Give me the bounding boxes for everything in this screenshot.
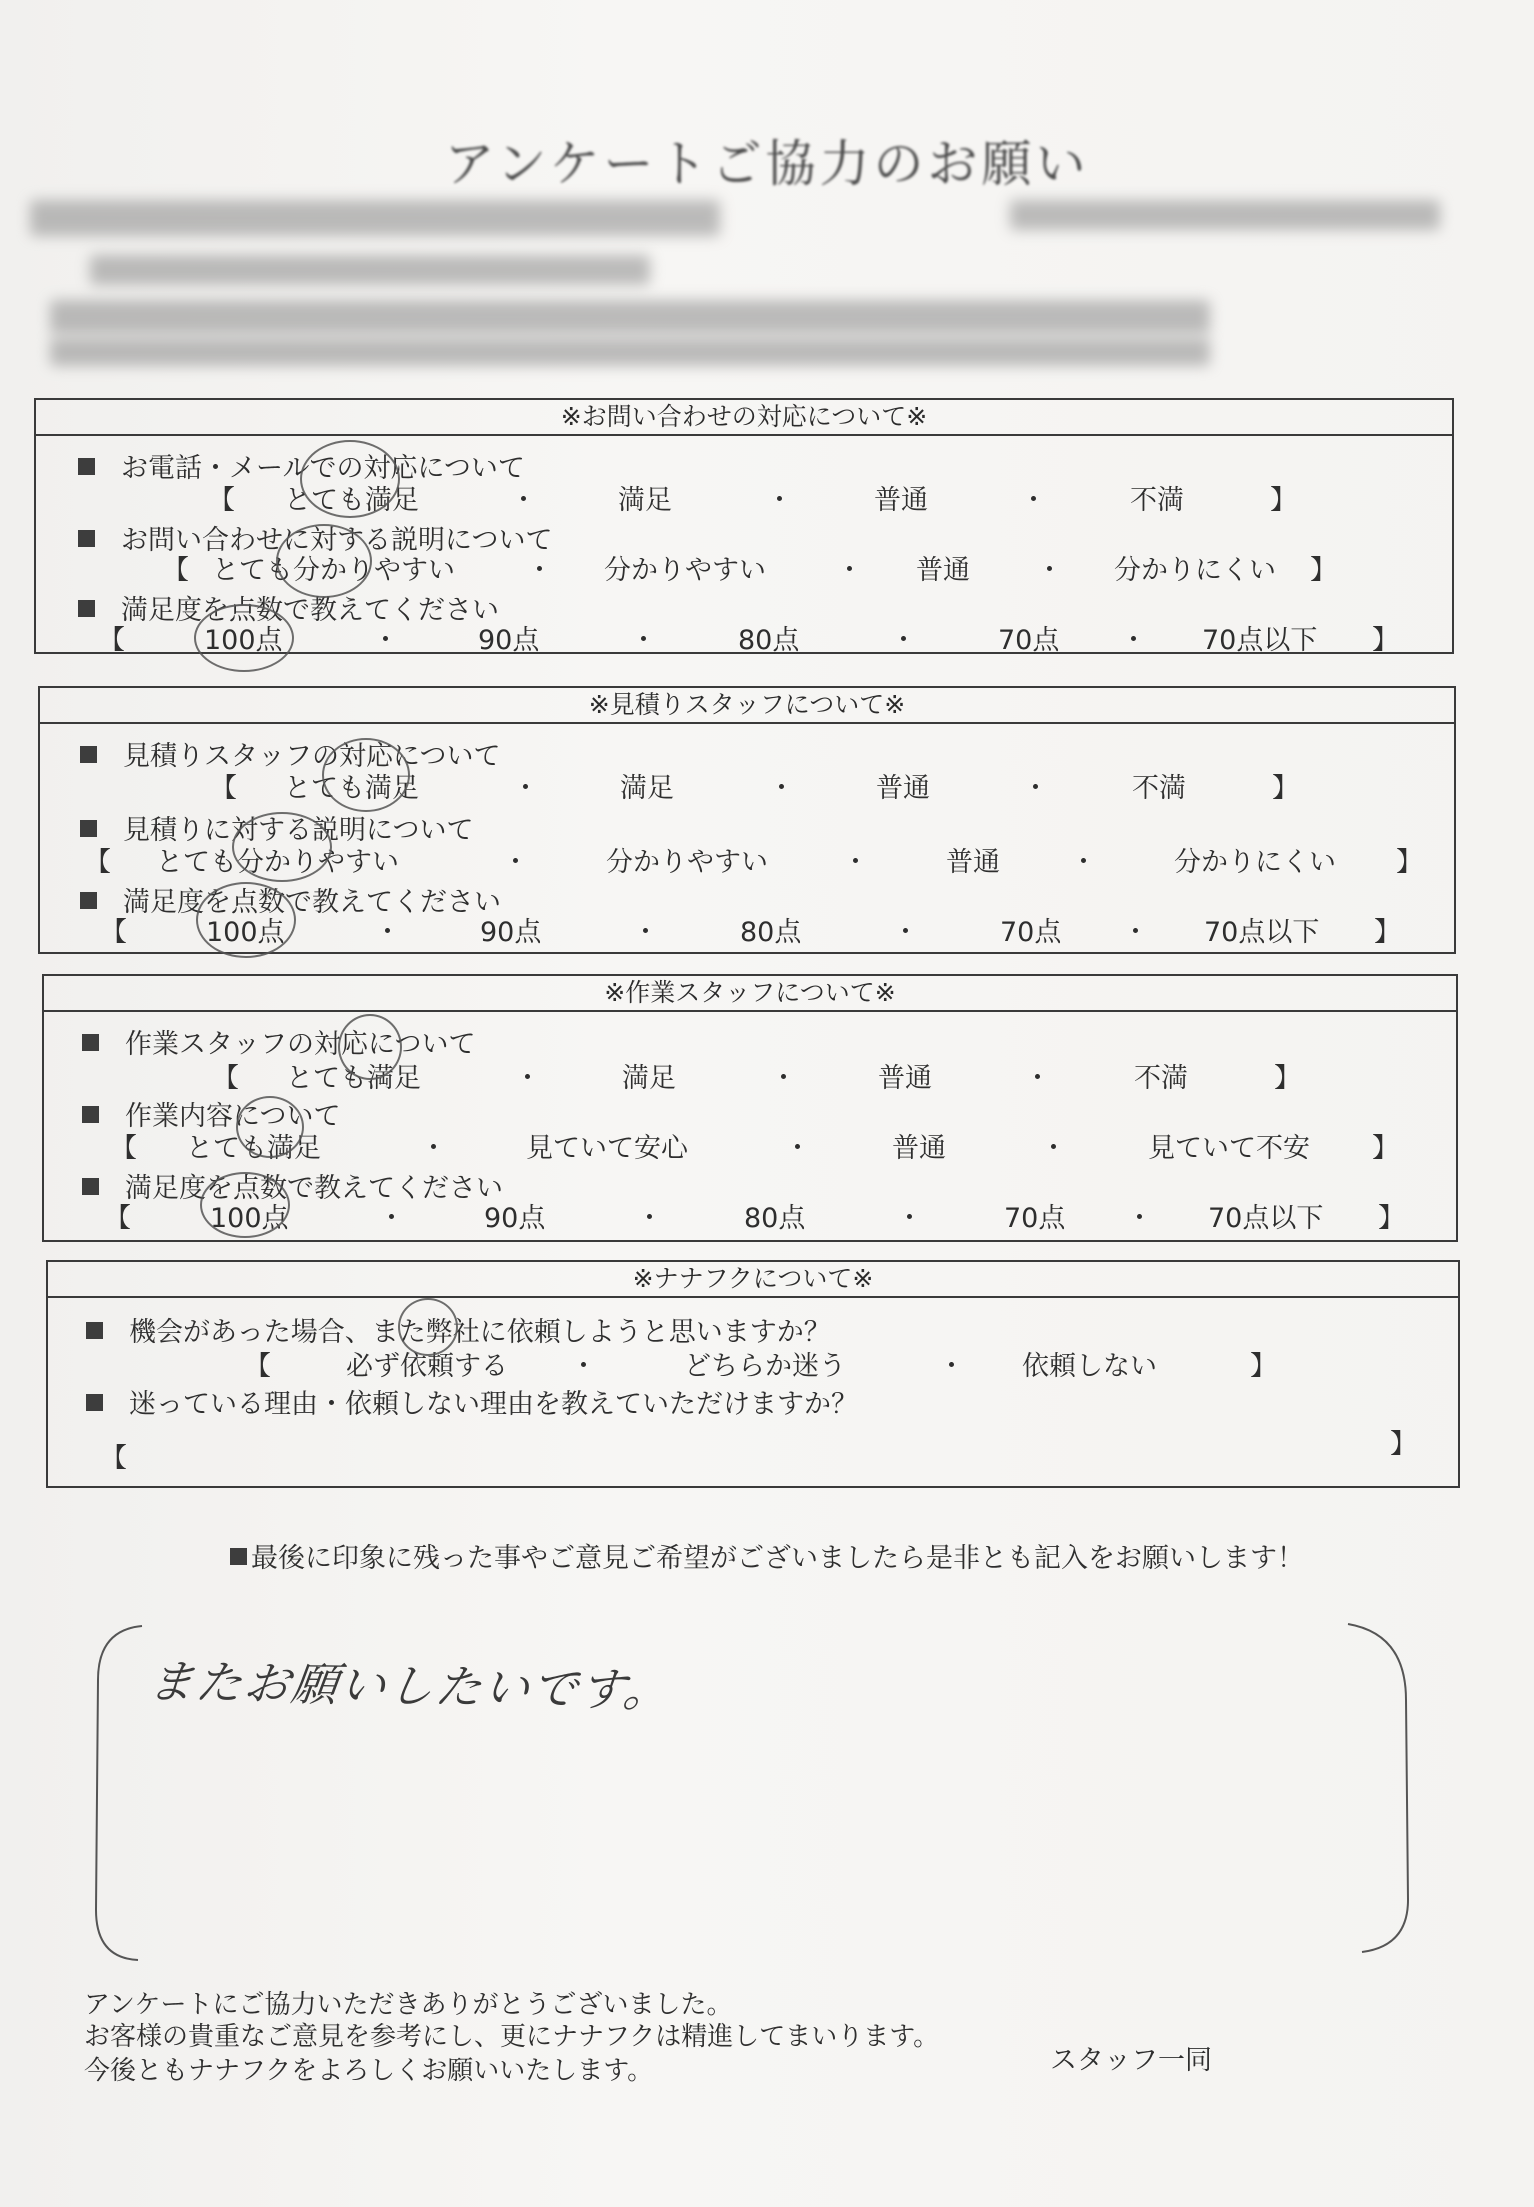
option-item[interactable]: 100点	[204, 625, 283, 656]
question-label: 作業スタッフの対応について	[82, 1022, 475, 1061]
option-row	[0, 478, 1534, 516]
selection-circle-mark	[322, 738, 410, 812]
option-separator: ・	[1120, 625, 1147, 656]
option-separator: ・	[766, 485, 793, 516]
bracket-open: 【	[104, 1203, 131, 1234]
option-separator: ・	[938, 1351, 965, 1382]
bullet-square-icon	[80, 746, 97, 763]
option-item[interactable]: 依頼しない	[1022, 1351, 1157, 1382]
option-separator: ・	[636, 1203, 663, 1234]
option-separator: ・	[1036, 555, 1063, 586]
selection-circle-mark	[200, 1172, 290, 1238]
bracket-close: 】	[1374, 917, 1401, 948]
option-item[interactable]: 不満	[1132, 773, 1186, 804]
question-label: お電話・メールでの対応について	[78, 446, 525, 485]
option-separator: ・	[632, 917, 659, 948]
option-item[interactable]: 普通	[946, 847, 1000, 878]
option-item[interactable]: 70点以下	[1204, 917, 1320, 948]
thanks-line: アンケートにご協力いただきありがとうございました。	[84, 1990, 733, 2020]
option-item[interactable]: 分かりやすい	[606, 847, 768, 878]
section-heading: ※ナナフクについて※	[46, 1260, 1460, 1298]
option-item[interactable]: 普通	[876, 773, 930, 804]
bracket-close: 】	[1310, 555, 1337, 586]
option-item[interactable]: 普通	[916, 555, 970, 586]
option-item[interactable]: 普通	[878, 1063, 932, 1094]
option-separator: ・	[1070, 847, 1097, 878]
option-item[interactable]: 80点	[738, 625, 800, 656]
reason-answer-field[interactable]	[0, 1422, 1534, 1474]
option-item[interactable]: 100点	[206, 917, 285, 948]
option-item[interactable]: 普通	[892, 1133, 946, 1164]
selection-circle-mark	[236, 1096, 304, 1158]
option-separator: ・	[768, 773, 795, 804]
option-item[interactable]: 70点以下	[1208, 1203, 1324, 1234]
bracket-open: 【	[212, 1063, 239, 1094]
option-separator: ・	[890, 625, 917, 656]
section-heading: ※お問い合わせの対応について※	[34, 398, 1454, 436]
option-item[interactable]: 80点	[740, 917, 802, 948]
option-separator: ・	[512, 773, 539, 804]
option-separator: ・	[770, 1063, 797, 1094]
option-item[interactable]: 70点以下	[1202, 625, 1318, 656]
option-separator: ・	[1022, 773, 1049, 804]
option-separator: ・	[502, 847, 529, 878]
option-separator: ・	[842, 847, 869, 878]
bracket-open: 【	[110, 1133, 137, 1164]
option-row	[0, 840, 1534, 878]
option-separator: ・	[372, 625, 399, 656]
option-separator: ・	[836, 555, 863, 586]
bracket-close: 】	[1378, 1203, 1405, 1234]
option-item[interactable]: 満足	[620, 773, 674, 804]
option-row	[0, 766, 1534, 804]
option-item[interactable]: 分かりにくい	[1174, 847, 1336, 878]
question-label: 機会があった場合、また弊社に依頼しようと思いますか？	[86, 1310, 831, 1349]
redacted-info-3	[90, 255, 650, 285]
option-item[interactable]: とても分かりやすい	[212, 555, 455, 586]
selection-circle-mark	[194, 604, 294, 672]
bracket-open: 【	[98, 625, 125, 656]
bracket-close: 】	[1372, 625, 1399, 656]
option-item[interactable]: 90点	[484, 1203, 546, 1234]
bracket-open: 【	[100, 1443, 127, 1474]
option-item[interactable]: 満足	[622, 1063, 676, 1094]
bracket-close: 】	[1390, 1429, 1417, 1460]
bracket-open: 【	[162, 555, 189, 586]
bracket-open: 【	[84, 847, 111, 878]
question-label: 満足度を点数で教えてください	[80, 880, 501, 919]
option-item[interactable]: とても分かりやすい	[156, 847, 399, 878]
bullet-square-icon	[82, 1034, 99, 1051]
option-separator: ・	[630, 625, 657, 656]
redacted-info-2	[1010, 200, 1440, 230]
question-label: 作業内容について	[82, 1094, 340, 1133]
option-item[interactable]: 不満	[1134, 1063, 1188, 1094]
option-item[interactable]: どちらか迷う	[684, 1351, 846, 1382]
option-item[interactable]: 80点	[744, 1203, 806, 1234]
option-item[interactable]: 必ず依頼する	[346, 1351, 508, 1382]
option-separator: ・	[374, 917, 401, 948]
redacted-info-1	[30, 200, 720, 236]
option-separator: ・	[1040, 1133, 1067, 1164]
option-separator: ・	[570, 1351, 597, 1382]
bracket-open: 【	[100, 917, 127, 948]
bracket-close: 】	[1270, 485, 1297, 516]
option-row	[0, 1126, 1534, 1164]
selection-circle-mark	[196, 882, 296, 958]
bracket-open: 【	[208, 485, 235, 516]
selection-circle-mark	[398, 1298, 458, 1356]
option-separator: ・	[526, 555, 553, 586]
option-separator: ・	[1024, 1063, 1051, 1094]
question-label: 見積りスタッフの対応について	[80, 734, 500, 773]
bracket-open: 【	[210, 773, 237, 804]
option-separator: ・	[510, 485, 537, 516]
bracket-close: 】	[1396, 847, 1423, 878]
bullet-square-icon	[86, 1322, 103, 1339]
option-item[interactable]: 見ていて不安	[1148, 1133, 1310, 1164]
handwritten-comment: またお願いしたいです。	[144, 1654, 675, 1718]
question-label: お問い合わせに対する説明について	[78, 518, 552, 557]
option-item[interactable]: とても満足	[186, 1133, 321, 1164]
option-separator: ・	[892, 917, 919, 948]
selection-circle-mark	[276, 524, 372, 598]
option-separator: ・	[896, 1203, 923, 1234]
closing-prompt: 最後に印象に残った事やご意見ご希望がございましたら是非とも記入をお願いします！	[0, 1536, 1534, 1575]
option-row	[0, 548, 1534, 586]
option-item[interactable]: 見ていて安心	[526, 1133, 688, 1164]
option-item[interactable]: 70点	[1004, 1203, 1066, 1234]
option-separator: ・	[1126, 1203, 1153, 1234]
bullet-square-icon	[86, 1394, 103, 1411]
bracket-close: 】	[1250, 1351, 1277, 1382]
option-item[interactable]: とても満足	[284, 773, 419, 804]
bracket-close: 】	[1274, 1063, 1301, 1094]
option-item[interactable]: 70点	[998, 625, 1060, 656]
bullet-square-icon	[80, 820, 97, 837]
survey-title: アンケートご協力のお願い	[444, 135, 1090, 193]
option-item[interactable]: とても満足	[286, 1063, 421, 1094]
option-separator: ・	[1020, 485, 1047, 516]
option-item[interactable]: 70点	[1000, 917, 1062, 948]
thanks-line: お客様の貴重なご意見を参考にし、更にナナフクは精進してまいります。	[84, 2022, 940, 2052]
option-separator: ・	[1122, 917, 1149, 948]
thanks-line: 今後ともナナフクをよろしくお願いいたします。	[84, 2056, 654, 2086]
option-item[interactable]: 100点	[210, 1203, 289, 1234]
bracket-open: 【	[244, 1351, 271, 1382]
option-item[interactable]: 分かりにくい	[1114, 555, 1276, 586]
question-label: 満足度を点数で教えてください	[82, 1166, 503, 1205]
bullet-square-icon	[82, 1178, 99, 1195]
question-label: 満足度を点数で教えてください	[78, 588, 499, 627]
bullet-square-icon	[230, 1548, 247, 1565]
option-item[interactable]: 90点	[478, 625, 540, 656]
option-separator: ・	[378, 1203, 405, 1234]
section-heading: ※見積りスタッフについて※	[38, 686, 1456, 724]
staff-signature: スタッフ一同	[1050, 2045, 1212, 2076]
bracket-close: 】	[1272, 773, 1299, 804]
option-separator: ・	[784, 1133, 811, 1164]
bullet-square-icon	[80, 892, 97, 909]
bullet-square-icon	[78, 600, 95, 617]
bullet-square-icon	[78, 458, 95, 475]
option-item[interactable]: 分かりやすい	[604, 555, 766, 586]
selection-circle-mark	[300, 440, 400, 518]
option-item[interactable]: 90点	[480, 917, 542, 948]
selection-circle-mark	[232, 812, 332, 882]
option-separator: ・	[420, 1133, 447, 1164]
question-label: 迷っている理由・依頼しない理由を教えていただけますか？	[86, 1382, 858, 1421]
option-item[interactable]: 満足	[618, 485, 672, 516]
option-separator: ・	[514, 1063, 541, 1094]
question-label: 見積りに対する説明について	[80, 808, 473, 847]
selection-circle-mark	[338, 1014, 402, 1080]
redacted-info-5	[50, 338, 1210, 366]
option-item[interactable]: 不満	[1130, 485, 1184, 516]
redacted-info-4	[50, 300, 1210, 334]
option-row	[0, 1344, 1534, 1382]
bracket-close: 】	[1372, 1133, 1399, 1164]
option-item[interactable]: とても満足	[284, 485, 419, 516]
bullet-square-icon	[78, 530, 95, 547]
option-item[interactable]: 普通	[874, 485, 928, 516]
option-row	[0, 1056, 1534, 1094]
section-heading: ※作業スタッフについて※	[42, 974, 1458, 1012]
bullet-square-icon	[82, 1106, 99, 1123]
